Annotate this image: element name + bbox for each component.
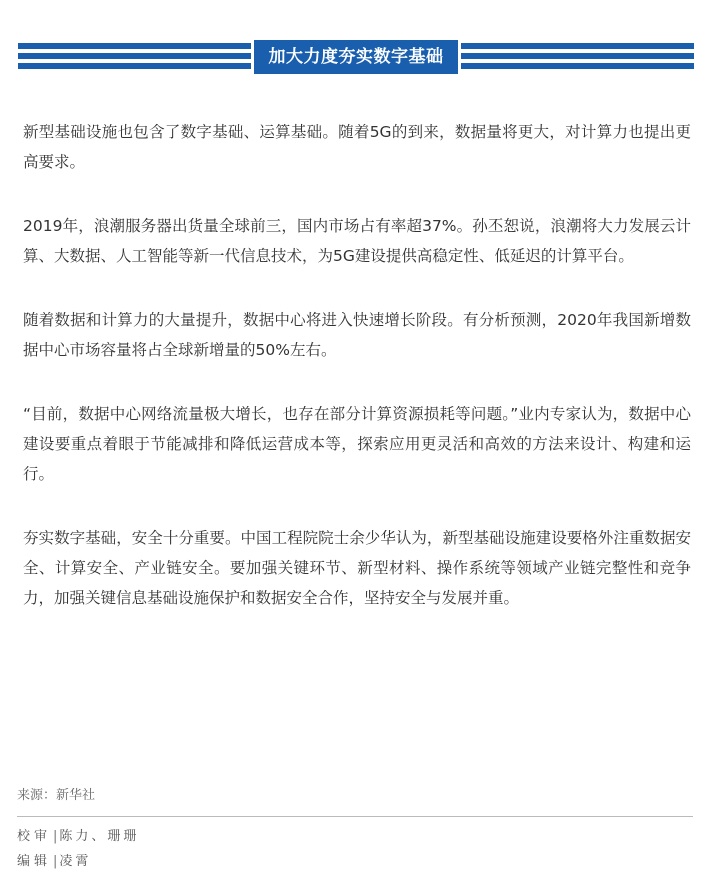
article-paragraph: “目前，数据中心网络流量极大增长，也存在部分计算资源损耗等问题。”业内专家认为，数据中心建设要重点着眼于节能减排和降低运营成本等，探索应用更灵活和高效的方法来设计、构建和运行。 xyxy=(23,405,691,483)
article-paragraph: 夯实数字基础，安全十分重要。中国工程院院士余少华认为，新型基础设施建设要格外注重数据安全、计算安全、产业链安全。要加强关键环节、新型材料、操作系统等领域产业链完整性和竞争力，加强关键信息基础设施保护和数据安全合作，坚持安全与发展并重。 xyxy=(23,529,691,607)
article-paragraph: 随着数据和计算力的大量提升，数据中心将进入快速增长阶段。有分析预测，2020年我国新增数据中心市场容量将占全球新增量的50%左右。 xyxy=(23,311,691,359)
article-body xyxy=(23,117,691,647)
credit-value: 陈力、珊珊 xyxy=(59,829,140,844)
article-paragraph: 2019年，浪潮服务器出货量全球前三，国内市场占有率超37%。孙丕恕说，浪潮将大力发展云计算、大数据、人工智能等新一代信息技术，为5G建设提供高稳定性、低延迟的计算平台。 xyxy=(23,217,691,265)
section-title: 加大力度夯实数字基础 xyxy=(254,40,458,74)
article-paragraph: 新型基础设施也包含了数字基础、运算基础。随着5G的到来，数据量将更大，对计算力也提出更高要求。 xyxy=(23,123,691,171)
article-source: 来源：新华社 xyxy=(17,788,96,803)
credit-label: 校审 xyxy=(17,829,52,844)
credit-separator: | xyxy=(53,854,58,869)
credit-editor xyxy=(17,852,91,872)
credit-separator: | xyxy=(53,829,58,844)
credit-value: 凌霄 xyxy=(59,854,92,869)
section-header xyxy=(18,40,694,74)
footer-divider xyxy=(17,816,693,817)
credit-reviewer xyxy=(17,827,139,847)
credit-label: 编辑 xyxy=(17,854,52,869)
